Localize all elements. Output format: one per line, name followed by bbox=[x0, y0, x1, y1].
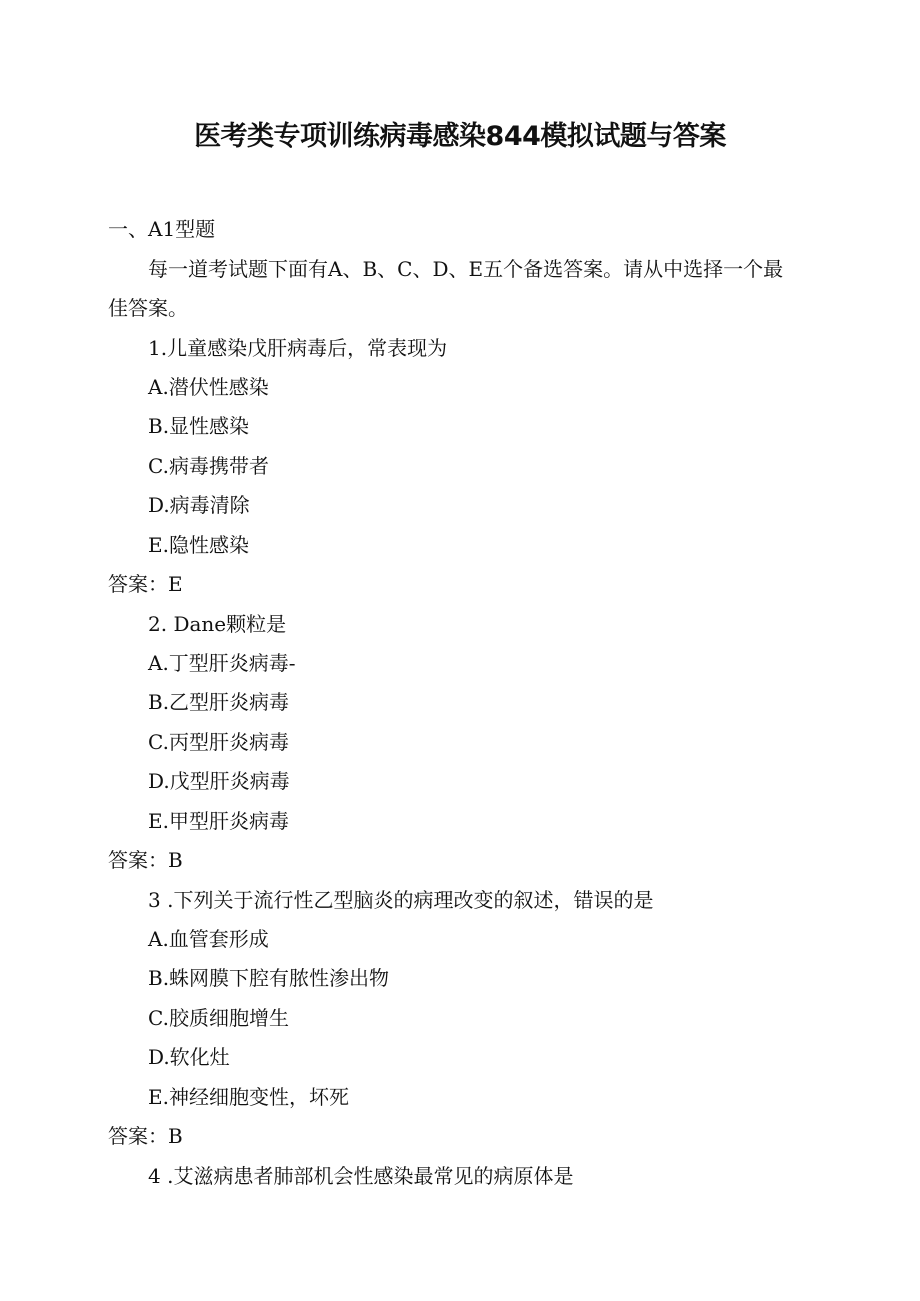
answer-option: B.乙型肝炎病毒 bbox=[148, 690, 290, 714]
question-answer: 答案：B bbox=[108, 1124, 183, 1148]
question-answer: 答案：B bbox=[108, 848, 183, 872]
document-title: 医考类专项训练病毒感染844模拟试题与答案 bbox=[194, 121, 726, 152]
question-stem: 4 .艾滋病患者肺部机会性感染最常见的病原体是 bbox=[148, 1164, 574, 1188]
answer-option: A.丁型肝炎病毒- bbox=[148, 651, 296, 675]
answer-option: C.丙型肝炎病毒 bbox=[148, 730, 289, 754]
answer-option: D.戊型肝炎病毒 bbox=[148, 769, 290, 793]
question-stem: 3 .下列关于流行性乙型脑炎的病理改变的叙述，错误的是 bbox=[148, 888, 654, 912]
answer-option: E.隐性感染 bbox=[148, 533, 249, 557]
answer-option: D.软化灶 bbox=[148, 1045, 230, 1069]
answer-option: C.胶质细胞增生 bbox=[148, 1006, 289, 1030]
answer-option: C.病毒携带者 bbox=[148, 454, 269, 478]
answer-option: E.神经细胞变性，坏死 bbox=[148, 1085, 349, 1109]
answer-option: B.蛛网膜下腔有脓性渗出物 bbox=[148, 966, 390, 990]
answer-option: A.血管套形成 bbox=[148, 927, 269, 951]
question-stem: 1.儿童感染戊肝病毒后，常表现为 bbox=[148, 336, 448, 360]
section-heading: 一、A1型题 bbox=[108, 217, 216, 241]
answer-option: E.甲型肝炎病毒 bbox=[148, 809, 289, 833]
instructions-text: 每一道考试题下面有A、B、C、D、E五个备选答案。请从中选择一个最 bbox=[148, 257, 784, 281]
answer-option: D.病毒清除 bbox=[148, 493, 250, 517]
answer-option: A.潜伏性感染 bbox=[148, 375, 269, 399]
answer-option: B.显性感染 bbox=[148, 414, 250, 438]
question-answer: 答案：E bbox=[108, 572, 183, 596]
question-stem: 2. Dane颗粒是 bbox=[148, 612, 287, 636]
instructions-text-continued: 佳答案。 bbox=[108, 296, 188, 320]
